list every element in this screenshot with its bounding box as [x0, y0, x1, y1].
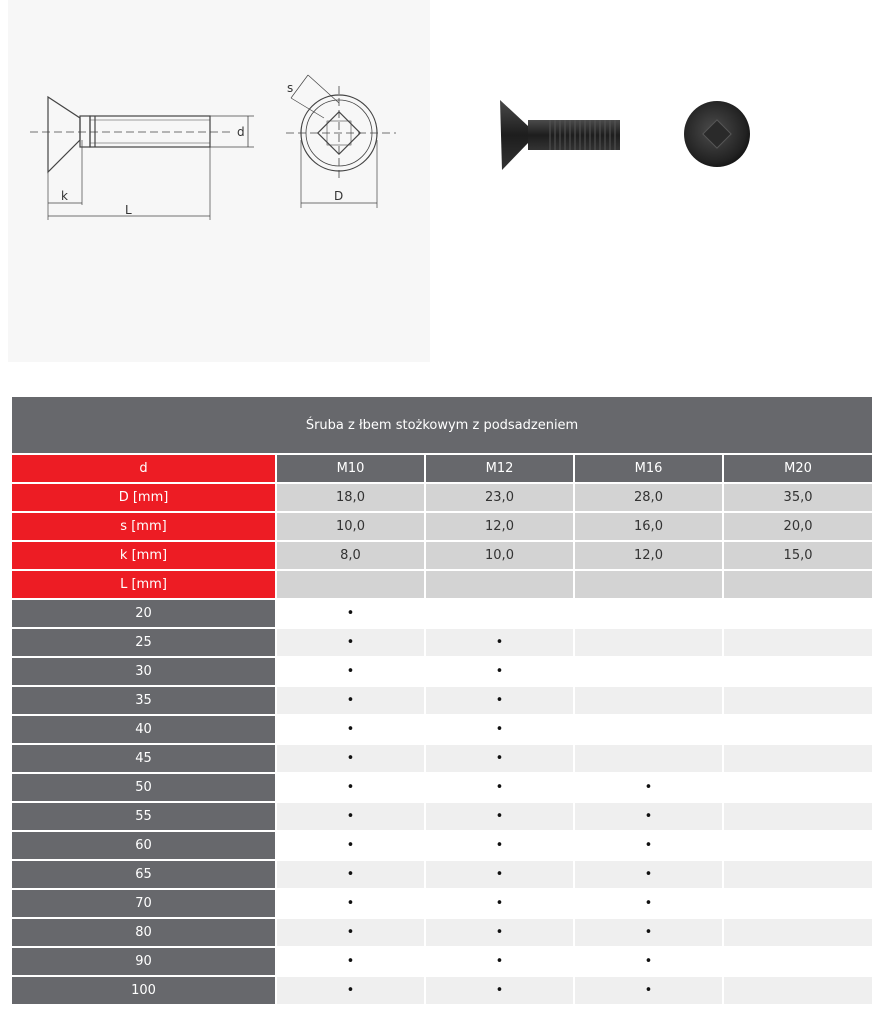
label-D: D [334, 189, 344, 203]
availability-cell [277, 687, 424, 716]
availability-dot: • [346, 896, 355, 911]
availability-cell [575, 716, 722, 745]
length-label: 90 [12, 948, 275, 977]
availability-dot: • [346, 693, 355, 708]
dimension-label: s [mm] [12, 513, 275, 542]
availability-dot: • [346, 751, 355, 766]
length-label: 45 [12, 745, 275, 774]
availability-dot: • [644, 925, 653, 940]
length-row [12, 716, 872, 745]
dimension-value: 28,0 [575, 484, 722, 513]
availability-dot: • [346, 983, 355, 998]
availability-cell [724, 919, 872, 948]
availability-cell [724, 774, 872, 803]
availability-dot: • [644, 838, 653, 853]
availability-cell [277, 716, 424, 745]
availability-cell [277, 832, 424, 861]
length-label: 35 [12, 687, 275, 716]
length-row [12, 687, 872, 716]
length-label: 50 [12, 774, 275, 803]
length-label: 70 [12, 890, 275, 919]
availability-cell [724, 658, 872, 687]
length-label: 20 [12, 600, 275, 629]
dimension-row [12, 542, 872, 571]
availability-cell [426, 687, 573, 716]
availability-cell [575, 948, 722, 977]
label-L: L [125, 203, 132, 217]
dimension-row [12, 484, 872, 513]
availability-cell [724, 687, 872, 716]
header-row [12, 455, 872, 484]
availability-cell [277, 600, 424, 629]
bolt-dimension-drawing [8, 0, 430, 362]
availability-cell [724, 600, 872, 629]
bolt-side-photo [500, 100, 620, 170]
availability-dot: • [495, 896, 504, 911]
dimension-value [724, 571, 872, 600]
bolt-head-side [48, 97, 80, 172]
length-row [12, 832, 872, 861]
length-row [12, 890, 872, 919]
availability-dot: • [644, 983, 653, 998]
availability-cell [277, 629, 424, 658]
availability-cell [426, 861, 573, 890]
availability-cell [277, 948, 424, 977]
size-header: M10 [277, 455, 424, 484]
availability-dot: • [495, 867, 504, 882]
availability-cell [277, 774, 424, 803]
dimension-row [12, 571, 872, 600]
bolt-front-photo [684, 101, 750, 167]
availability-cell [724, 745, 872, 774]
availability-cell [426, 977, 573, 1006]
availability-dot: • [346, 925, 355, 940]
length-row [12, 803, 872, 832]
availability-dot: • [644, 809, 653, 824]
availability-dot: • [346, 606, 355, 621]
availability-cell [575, 890, 722, 919]
dimension-label: D [mm] [12, 484, 275, 513]
dimension-label: L [mm] [12, 571, 275, 600]
dimension-rows [12, 484, 872, 600]
availability-dot: • [495, 838, 504, 853]
availability-cell [426, 600, 573, 629]
length-label: 40 [12, 716, 275, 745]
availability-dot: • [495, 954, 504, 969]
bolt-neck [80, 116, 90, 147]
label-s: s [287, 81, 294, 95]
availability-cell [575, 687, 722, 716]
availability-dot: • [495, 925, 504, 940]
availability-cell [426, 774, 573, 803]
product-photos [470, 70, 770, 210]
availability-dot: • [346, 635, 355, 650]
availability-cell [575, 600, 722, 629]
length-label: 25 [12, 629, 275, 658]
specification-table [10, 397, 874, 1006]
availability-cell [277, 745, 424, 774]
availability-cell [277, 977, 424, 1006]
dimension-value: 12,0 [426, 513, 573, 542]
label-d: d [237, 125, 245, 139]
availability-dot: • [644, 867, 653, 882]
availability-cell [277, 803, 424, 832]
bolt-photo [470, 70, 770, 210]
length-row [12, 948, 872, 977]
length-label: 30 [12, 658, 275, 687]
availability-cell [724, 948, 872, 977]
availability-cell [277, 890, 424, 919]
availability-cell [277, 861, 424, 890]
label-k: k [61, 189, 68, 203]
availability-cell [724, 803, 872, 832]
availability-dot: • [495, 751, 504, 766]
dimension-row [12, 513, 872, 542]
length-row [12, 600, 872, 629]
dimension-value: 10,0 [277, 513, 424, 542]
length-label: 60 [12, 832, 275, 861]
length-row [12, 919, 872, 948]
availability-dot: • [495, 809, 504, 824]
dimension-value: 18,0 [277, 484, 424, 513]
availability-dot: • [644, 954, 653, 969]
availability-dot: • [346, 780, 355, 795]
dimension-value [575, 571, 722, 600]
availability-dot: • [644, 780, 653, 795]
availability-cell [426, 716, 573, 745]
size-header: M20 [724, 455, 872, 484]
availability-cell [426, 803, 573, 832]
availability-cell [724, 832, 872, 861]
availability-dot: • [495, 780, 504, 795]
availability-dot: • [346, 809, 355, 824]
length-row [12, 658, 872, 687]
dimension-value: 8,0 [277, 542, 424, 571]
availability-cell [724, 977, 872, 1006]
availability-cell [426, 919, 573, 948]
availability-cell [426, 948, 573, 977]
dimension-label: k [mm] [12, 542, 275, 571]
availability-cell [426, 890, 573, 919]
length-label: 80 [12, 919, 275, 948]
dimension-value: 35,0 [724, 484, 872, 513]
length-label: 65 [12, 861, 275, 890]
length-row [12, 774, 872, 803]
availability-cell [575, 658, 722, 687]
dimension-value [277, 571, 424, 600]
dimension-value: 12,0 [575, 542, 722, 571]
availability-dot: • [346, 954, 355, 969]
availability-cell [724, 861, 872, 890]
availability-cell [575, 774, 722, 803]
availability-dot: • [495, 664, 504, 679]
availability-cell [277, 919, 424, 948]
technical-drawing [8, 0, 430, 362]
availability-dot: • [346, 838, 355, 853]
length-label: 55 [12, 803, 275, 832]
dimension-value: 20,0 [724, 513, 872, 542]
dimension-value: 10,0 [426, 542, 573, 571]
dimension-value: 23,0 [426, 484, 573, 513]
availability-dot: • [495, 983, 504, 998]
availability-cell [426, 832, 573, 861]
availability-cell [575, 629, 722, 658]
dimension-value [426, 571, 573, 600]
dimension-value: 15,0 [724, 542, 872, 571]
table-title: Śruba z łbem stożkowym z podsadzeniem [12, 397, 872, 455]
availability-cell [724, 716, 872, 745]
length-row [12, 629, 872, 658]
length-row [12, 745, 872, 774]
availability-cell [277, 658, 424, 687]
availability-dot: • [346, 664, 355, 679]
availability-dot: • [495, 635, 504, 650]
availability-dot: • [495, 722, 504, 737]
size-header: M16 [575, 455, 722, 484]
size-header: M12 [426, 455, 573, 484]
availability-cell [426, 629, 573, 658]
availability-cell [575, 861, 722, 890]
availability-cell [575, 832, 722, 861]
length-label: 100 [12, 977, 275, 1006]
length-row [12, 861, 872, 890]
availability-cell [724, 890, 872, 919]
availability-cell [575, 977, 722, 1006]
availability-cell [575, 745, 722, 774]
availability-cell [426, 745, 573, 774]
availability-dot: • [495, 693, 504, 708]
availability-dot: • [346, 867, 355, 882]
length-row [12, 977, 872, 1006]
availability-dot: • [346, 722, 355, 737]
availability-cell [426, 658, 573, 687]
bolt-shank [90, 116, 210, 147]
availability-cell [724, 629, 872, 658]
header-label: d [12, 455, 275, 484]
availability-cell [575, 919, 722, 948]
length-rows [12, 600, 872, 1006]
availability-dot: • [644, 896, 653, 911]
availability-cell [575, 803, 722, 832]
dimension-value: 16,0 [575, 513, 722, 542]
